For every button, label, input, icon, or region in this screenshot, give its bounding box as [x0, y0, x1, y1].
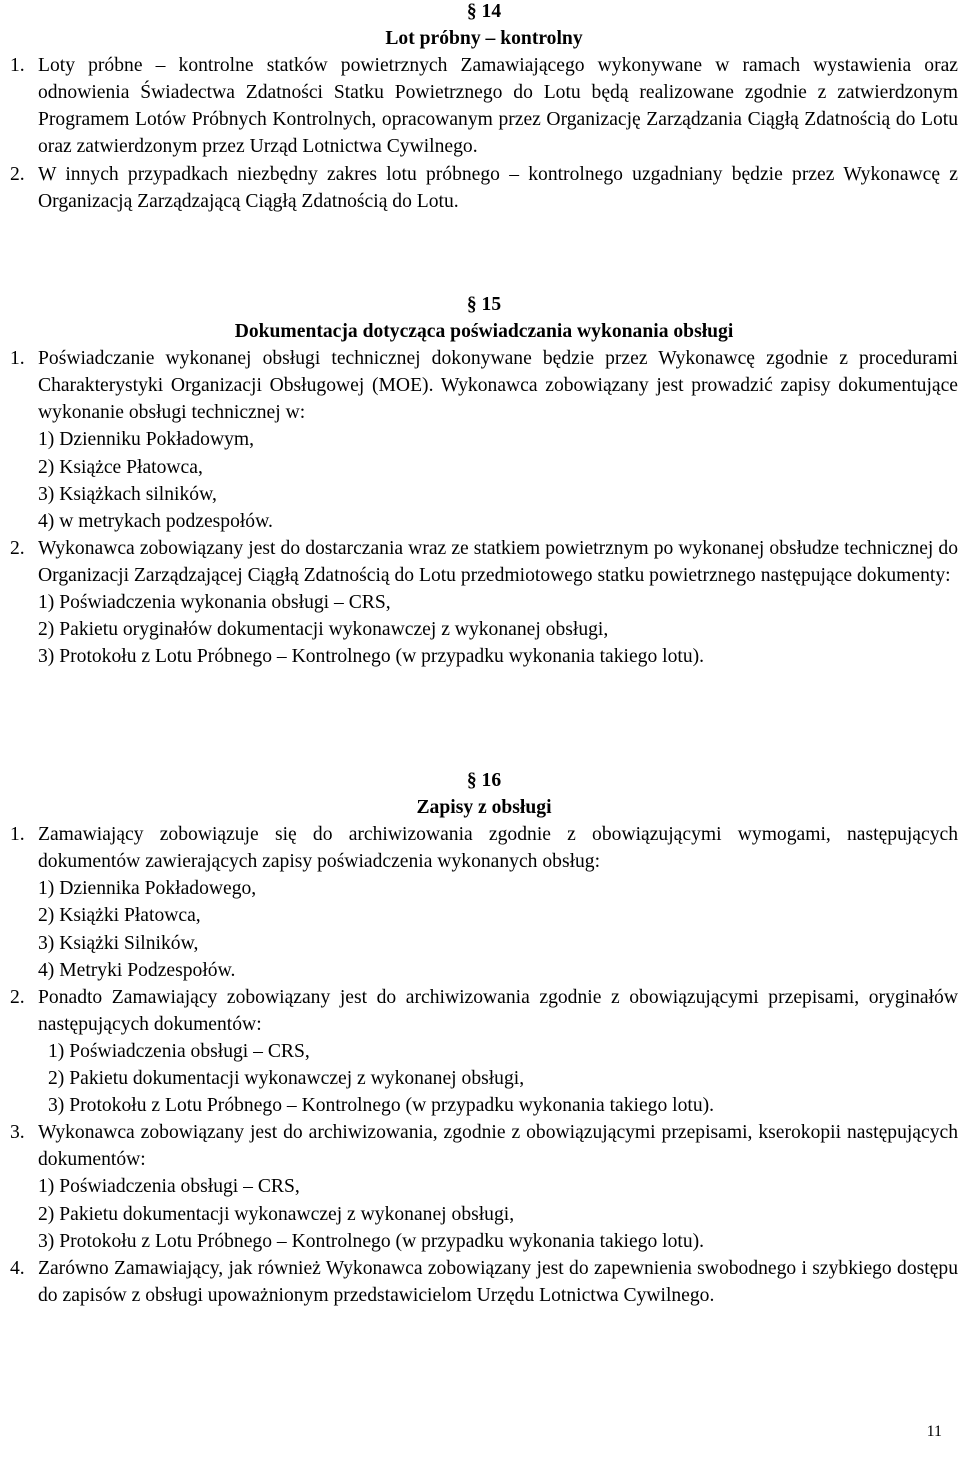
paragraph-text: Ponadto Zamawiający zobowiązany jest do archiwizowania zgodnie z obowiązującymi przepisami, oryginałów następujących dokumentów: — [38, 986, 958, 1035]
paragraph-text: Wykonawca zobowiązany jest do archiwizowania, zgodnie z obowiązującymi przepisami, kserokopii następujących dokumentów: — [38, 1122, 958, 1171]
paragraph-text: Poświadczanie wykonanej obsługi technicznej dokonywane będzie przez Wykonawcę zgodnie z procedurami Charakterystyki Organizacji Obsługowej (MOE). Wykonawca zobowiązany jest prowadzić zapisy dokumentujące wykonanie obsługi technicznej w: — [38, 348, 958, 424]
section-15-heading — [10, 291, 958, 345]
paragraph-number: 2. — [10, 537, 25, 559]
list-item: 4) Metryki Podzespołów. — [38, 959, 236, 981]
paragraph-number: 1. — [10, 348, 25, 370]
paragraph-number: 3. — [10, 1122, 25, 1144]
section-16-heading — [10, 767, 958, 821]
section-16-paragraph-3 — [10, 1119, 958, 1173]
section-16-paragraph-1 — [10, 821, 958, 875]
list-item: 3) Protokołu z Lotu Próbnego – Kontrolnego (w przypadku wykonania takiego lotu). — [38, 646, 705, 668]
section-15 — [10, 291, 958, 670]
list-item: 3) Książki Silników, — [38, 932, 199, 954]
paragraph-number: 2. — [10, 986, 25, 1008]
paragraph-number: 4. — [10, 1257, 25, 1279]
page-number: 11 — [926, 1423, 942, 1440]
paragraph-number: 1. — [10, 55, 25, 77]
paragraph-text: Wykonawca zobowiązany jest do dostarczania wraz ze statkiem powietrznym po wykonanej obsłudze technicznej do Organizacji Zarządzającej Ciągłą Zdatnością do Lotu przedmiotowego statku powietrznego następujące dokumenty: — [38, 537, 958, 586]
list-item: 4) w metrykach podzespołów. — [38, 510, 273, 532]
list-item: 1) Dziennika Pokładowego, — [38, 878, 257, 900]
paragraph-text: Zarówno Zamawiający, jak również Wykonawca zobowiązany jest do zapewnienia swobodnego i szybkiego dostępu do zapisów z obsługi upoważnionym przedstawicielom Urzędu Lotnictwa Cywilnego. — [38, 1257, 958, 1306]
list-item: 2) Pakietu dokumentacji wykonawczej z wykonanej obsługi, — [48, 1068, 525, 1090]
paragraph-number: 2. — [10, 163, 25, 185]
paragraph-text: W innych przypadkach niezbędny zakres lotu próbnego – kontrolnego uzgadniany będzie przez Wykonawcę z Organizacją Zarządzającą Ciągłą Zdatnością do Lotu. — [38, 163, 958, 212]
list-item: 1) Poświadczenia obsługi – CRS, — [38, 1176, 300, 1198]
paragraph-text: Loty próbne – kontrolne statków powietrznych Zamawiającego wykonywane w ramach wystawienia oraz odnowienia Świadectwa Zdatności Statku Powietrznego do Lotu będą realizowane zgodnie z zatwierdzonym Programem Lotów Próbnych Kontrolnych, opracowanym przez Organizację Zarządzania Ciągłą Zdatnością do Lotu oraz zatwierdzonym przez Urząd Lotnictwa Cywilnego. — [38, 55, 958, 158]
section-16-paragraph-4 — [10, 1255, 958, 1309]
list-item: 3) Protokołu z Lotu Próbnego – Kontrolnego (w przypadku wykonania takiego lotu). — [38, 1230, 705, 1252]
list-item: 1) Poświadczenia wykonania obsługi – CRS, — [38, 592, 391, 614]
paragraph-number: 1. — [10, 824, 25, 846]
section-15-paragraph-2 — [10, 535, 958, 589]
paragraph-text: Zamawiający zobowiązuje się do archiwizowania zgodnie z obowiązującymi wymogami, następujących dokumentów zawierających zapisy poświadczenia wykonanych obsług: — [38, 824, 958, 873]
section-14-number: § 14 — [466, 1, 502, 22]
section-14-heading — [10, 0, 958, 52]
section-16-title: Zapisy z obsługi — [416, 797, 552, 819]
section-14 — [10, 0, 958, 215]
list-item: 2) Książki Płatowca, — [38, 905, 201, 927]
list-item: 2) Pakietu dokumentacji wykonawczej z wykonanej obsługi, — [38, 1203, 515, 1225]
section-16-number: § 16 — [466, 770, 502, 791]
list-item: 2) Książce Płatowca, — [38, 456, 203, 478]
section-16-paragraph-2 — [10, 984, 958, 1038]
section-15-number: § 15 — [466, 294, 502, 315]
list-item: 3) Książkach silników, — [38, 483, 217, 505]
section-15-title: Dokumentacja dotycząca poświadczania wykonania obsługi — [234, 321, 734, 343]
section-14-title: Lot próbny – kontrolny — [385, 28, 583, 50]
list-item: 2) Pakietu oryginałów dokumentacji wykonawczej z wykonanej obsługi, — [38, 619, 609, 641]
section-16 — [10, 767, 958, 1309]
section-14-paragraph-2 — [10, 161, 958, 215]
list-item: 1) Dzienniku Pokładowym, — [38, 429, 255, 451]
section-15-paragraph-1 — [10, 345, 958, 426]
section-14-paragraph-1 — [10, 52, 958, 160]
list-item: 1) Poświadczenia obsługi – CRS, — [48, 1040, 310, 1062]
list-item: 3) Protokołu z Lotu Próbnego – Kontrolnego (w przypadku wykonania takiego lotu). — [48, 1095, 715, 1117]
